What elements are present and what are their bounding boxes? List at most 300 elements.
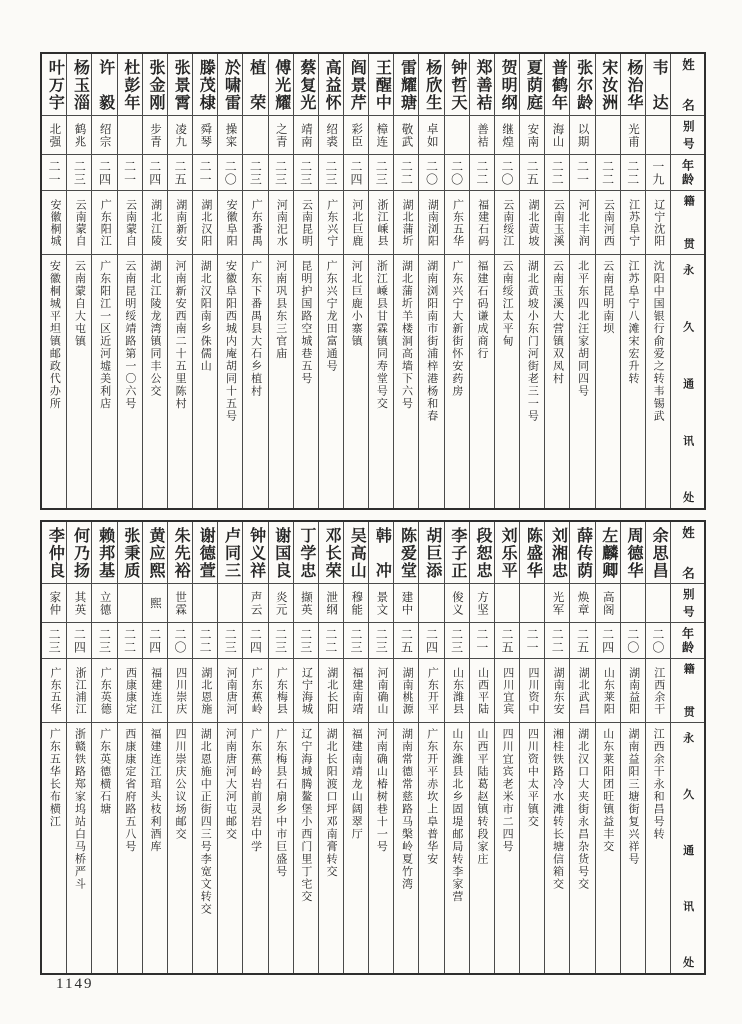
directory-entry-column xyxy=(242,54,267,508)
entry-native-place: 江西余干 xyxy=(652,666,665,715)
entry-native-place-cell xyxy=(193,659,217,723)
entry-alias-cell xyxy=(520,116,544,155)
entry-address-cell xyxy=(319,723,343,973)
directory-entry-column xyxy=(519,54,544,508)
entry-address: 浙江嵊县甘霖镇同寿堂号交 xyxy=(375,260,388,410)
entry-age: 二二 xyxy=(323,627,338,654)
entry-alias: 其英 xyxy=(73,590,86,616)
entry-native-place-cell xyxy=(419,191,443,255)
entry-native-place: 云南昆明 xyxy=(300,198,313,247)
entry-age-cell xyxy=(319,623,343,659)
entry-age: 二二 xyxy=(550,627,565,654)
entry-name-cell xyxy=(294,54,318,116)
entry-native-place-cell xyxy=(445,191,469,255)
entry-age: 二二 xyxy=(474,159,489,186)
entry-name: 於啸雷 xyxy=(222,59,240,110)
entry-address: 湖北黄坡小东门河街老三一号 xyxy=(526,260,539,423)
entry-age-cell xyxy=(143,155,167,191)
directory-entry-column xyxy=(293,54,318,508)
entry-alias: 景文 xyxy=(375,590,388,616)
entry-age: 二三 xyxy=(72,159,87,186)
entry-name-cell xyxy=(419,522,443,584)
entry-age-cell xyxy=(470,623,494,659)
entry-name: 阎景芹 xyxy=(348,59,366,110)
entry-alias: 樟连 xyxy=(375,122,388,148)
entry-address: 广东兴宁龙田富通号 xyxy=(325,260,338,373)
entry-alias-cell xyxy=(394,584,418,623)
entry-name-cell xyxy=(269,54,293,116)
entry-age-cell xyxy=(243,623,267,659)
entry-alias-cell xyxy=(596,584,620,623)
entry-name: 贺明纲 xyxy=(499,59,517,110)
entry-native-place: 河南唐河 xyxy=(225,666,238,715)
entry-address-cell xyxy=(394,255,418,508)
entry-alias: 鹤兆 xyxy=(73,122,86,148)
entry-native-place-cell xyxy=(520,659,544,723)
entry-native-place-cell xyxy=(67,191,91,255)
header-alias-label: 别号 xyxy=(681,588,694,618)
entry-age-cell xyxy=(394,623,418,659)
entry-native-place-cell xyxy=(394,659,418,723)
entry-native-place-cell xyxy=(470,191,494,255)
entry-native-place-cell xyxy=(495,191,519,255)
entry-age: 二三 xyxy=(97,627,112,654)
directory-entry-column xyxy=(620,54,645,508)
entry-age: 二三 xyxy=(273,627,288,654)
entry-address-cell xyxy=(118,255,142,508)
entry-name-cell xyxy=(646,54,670,116)
entry-address-cell xyxy=(394,723,418,973)
entry-native-place: 辽宁海城 xyxy=(300,666,313,715)
entry-age-cell xyxy=(118,623,142,659)
entry-alias: 建中 xyxy=(400,590,413,616)
entry-name-cell xyxy=(646,522,670,584)
entry-native-place-cell xyxy=(570,191,594,255)
entry-age: 二二 xyxy=(122,627,137,654)
entry-address-cell xyxy=(92,723,116,973)
entry-name: 卢同三 xyxy=(222,527,240,578)
entry-address-cell xyxy=(596,723,620,973)
entry-address: 山西平陆葛赵镇转段家庄 xyxy=(476,728,488,866)
entry-alias-cell xyxy=(621,116,645,155)
directory-entry-column xyxy=(167,522,192,973)
header-alias-label: 别号 xyxy=(681,120,694,150)
entry-alias-cell xyxy=(218,584,242,623)
page-number: 1149 xyxy=(56,976,94,992)
entry-name: 谢德萱 xyxy=(197,527,215,578)
entry-address-cell xyxy=(419,723,443,973)
entry-alias-cell xyxy=(193,116,217,155)
directory-entry-column xyxy=(595,522,620,973)
entry-alias-cell xyxy=(92,584,116,623)
entry-address: 河南唐河大河屯邮交 xyxy=(224,728,237,841)
entry-name-cell xyxy=(470,522,494,584)
entry-native-place: 湖北长阳 xyxy=(325,666,338,715)
entry-address: 山东莱阳团旺镇益丰交 xyxy=(601,728,614,853)
entry-age: 二四 xyxy=(349,159,364,186)
entry-alias: 卓如 xyxy=(425,122,438,148)
entry-native-place: 广东英德 xyxy=(99,666,112,715)
directory-entry-column xyxy=(343,522,368,973)
entry-native-place: 广东梅县 xyxy=(275,666,288,715)
entry-address: 江西余干永和昌号转 xyxy=(652,728,665,841)
entry-address-cell xyxy=(143,723,167,973)
entry-address: 广东五华长布横江 xyxy=(48,728,61,828)
entry-alias: 敬武 xyxy=(400,122,413,148)
entry-address: 湖北恩施中正街四三号李宽文转交 xyxy=(199,728,212,916)
entry-alias-cell xyxy=(319,116,343,155)
entry-alias-cell xyxy=(193,584,217,623)
entry-age: 一九 xyxy=(650,159,665,186)
entry-address-cell xyxy=(344,723,368,973)
entry-age: 二五 xyxy=(399,627,414,654)
header-age-label: 年龄 xyxy=(680,159,695,186)
entry-address-cell xyxy=(596,255,620,508)
entry-alias-cell xyxy=(470,584,494,623)
entry-native-place: 福建连江 xyxy=(149,666,162,715)
entry-name-cell xyxy=(143,54,167,116)
entry-name: 叶万宇 xyxy=(46,59,64,110)
entry-age: 二三 xyxy=(374,627,389,654)
entry-name-cell xyxy=(495,522,519,584)
entry-name-cell xyxy=(369,522,393,584)
entry-age: 二三 xyxy=(223,627,238,654)
header-address xyxy=(671,255,704,508)
entry-address: 四川宜宾老米市二四号 xyxy=(501,728,514,853)
entry-native-place-cell xyxy=(92,191,116,255)
entry-name: 薛传荫 xyxy=(574,527,592,578)
entry-name: 丁学忠 xyxy=(297,527,315,578)
entry-native-place-cell xyxy=(621,191,645,255)
entry-name: 植荣 xyxy=(247,59,265,110)
entry-native-place: 湖北蒲圻 xyxy=(401,198,414,247)
header-column xyxy=(670,522,704,973)
entry-alias-cell xyxy=(369,116,393,155)
entry-name-cell xyxy=(118,54,142,116)
entry-address: 河南新安西南二十五里陈村 xyxy=(174,260,187,410)
entry-age-cell xyxy=(294,155,318,191)
entry-address: 辽宁海城腾鳌堡小西门里丁宅交 xyxy=(299,728,312,903)
entry-name-cell xyxy=(67,54,91,116)
entry-native-place-cell xyxy=(294,659,318,723)
entry-alias: 操寀 xyxy=(224,122,237,148)
entry-address-cell xyxy=(67,723,91,973)
entry-address-cell xyxy=(92,255,116,508)
entry-address: 浙赣铁路郑家坞站白马桥严斗 xyxy=(73,728,86,891)
entry-age-cell xyxy=(419,155,443,191)
directory-entry-column xyxy=(393,522,418,973)
directory-entry-column xyxy=(167,54,192,508)
entry-address: 沈阳中国银行俞爱之转韦锡武 xyxy=(652,260,665,423)
entry-address: 福建连江琯头枝利酒库 xyxy=(148,728,161,853)
entry-native-place: 山西平陆 xyxy=(476,666,489,715)
entry-name: 钟义祥 xyxy=(247,527,265,578)
entry-native-place-cell xyxy=(596,191,620,255)
entry-name-cell xyxy=(92,54,116,116)
entry-name: 李仲良 xyxy=(46,527,64,578)
entry-name-cell xyxy=(168,522,192,584)
entry-native-place: 广东番禺 xyxy=(250,198,263,247)
entry-age: 二二 xyxy=(625,159,640,186)
entry-alias: 以期 xyxy=(576,122,589,148)
entry-native-place: 湖北汉阳 xyxy=(199,198,212,247)
entry-alias: 凌九 xyxy=(174,122,187,148)
header-native-place-label: 籍贯 xyxy=(682,663,695,718)
entry-alias-cell xyxy=(168,116,192,155)
directory-entry-column xyxy=(569,54,594,508)
entry-native-place-cell xyxy=(118,191,142,255)
entry-alias: 泄纲 xyxy=(325,590,338,616)
entry-age-cell xyxy=(495,623,519,659)
directory-entry-column xyxy=(268,54,293,508)
entry-address-cell xyxy=(193,723,217,973)
directory-entry-column xyxy=(142,522,167,973)
entry-address-cell xyxy=(218,255,242,508)
entry-alias-cell xyxy=(269,584,293,623)
entry-address: 广东阳江一区近河墟美利店 xyxy=(98,260,111,410)
entry-address-cell xyxy=(520,255,544,508)
entry-age: 二三 xyxy=(298,627,313,654)
entry-age: 二一 xyxy=(47,159,62,186)
entry-native-place-cell xyxy=(570,659,594,723)
entry-address: 昆明护国路空城巷五号 xyxy=(299,260,312,385)
entry-address: 湖北长阳渡口坪邓南膏转交 xyxy=(325,728,338,878)
directory-entry-column xyxy=(595,54,620,508)
entry-native-place-cell xyxy=(646,191,670,255)
entry-native-place-cell xyxy=(92,659,116,723)
entry-alias-cell xyxy=(218,116,242,155)
entry-age: 二三 xyxy=(374,159,389,186)
entry-alias: 继煌 xyxy=(501,122,514,148)
entry-native-place-cell xyxy=(495,659,519,723)
entry-address: 河北巨鹿小寨镇 xyxy=(350,260,363,348)
directory-entry-column xyxy=(494,522,519,973)
entry-native-place-cell xyxy=(545,659,569,723)
entry-name-cell xyxy=(319,54,343,116)
entry-native-place: 辽宁沈阳 xyxy=(652,198,665,247)
entry-name: 钟哲天 xyxy=(448,59,466,110)
entry-alias-cell xyxy=(67,584,91,623)
entry-age-cell xyxy=(394,155,418,191)
entry-address-cell xyxy=(168,255,192,508)
entry-alias-cell xyxy=(445,584,469,623)
entry-name: 胡巨添 xyxy=(423,527,441,578)
entry-native-place: 云南玉溪 xyxy=(552,198,565,247)
directory-entry-column xyxy=(393,54,418,508)
entry-alias: 立德 xyxy=(98,590,111,616)
directory-entry-column xyxy=(620,522,645,973)
entry-alias-cell xyxy=(118,584,142,623)
entry-address-cell xyxy=(118,723,142,973)
entry-address-cell xyxy=(545,255,569,508)
entry-name: 陈爱堂 xyxy=(398,527,416,578)
entry-name-cell xyxy=(294,522,318,584)
entry-alias: 俊义 xyxy=(450,590,463,616)
entry-name: 黄应熙 xyxy=(146,527,164,578)
entry-age-cell xyxy=(118,155,142,191)
entry-age: 二二 xyxy=(600,159,615,186)
entry-alias: 绍裘 xyxy=(325,122,338,148)
entry-age: 二〇 xyxy=(650,627,665,654)
entry-address: 湖南常德常慈路马槃岭夏竹湾 xyxy=(400,728,413,891)
entry-age-cell xyxy=(67,623,91,659)
entry-alias-cell xyxy=(520,584,544,623)
entry-alias: 北强 xyxy=(48,122,61,148)
entry-alias: 光军 xyxy=(551,590,564,616)
entry-alias: 安南 xyxy=(526,122,539,148)
directory-entry-column xyxy=(217,522,242,973)
entry-age: 二五 xyxy=(525,159,540,186)
directory-entry-column xyxy=(494,54,519,508)
entry-name: 高益怀 xyxy=(323,59,341,110)
directory-entry-column xyxy=(645,54,670,508)
entry-address: 广东下番禺县大石乡植村 xyxy=(249,260,262,398)
entry-age: 二一 xyxy=(525,627,540,654)
entry-age-cell xyxy=(42,155,66,191)
directory-entry-column xyxy=(117,522,142,973)
entry-native-place-cell xyxy=(419,659,443,723)
entry-alias: 海山 xyxy=(551,122,564,148)
entry-name-cell xyxy=(545,54,569,116)
entry-address-cell xyxy=(42,723,66,973)
entry-address: 福建石码谦成商行 xyxy=(476,260,488,360)
entry-age-cell xyxy=(570,155,594,191)
entry-age-cell xyxy=(294,623,318,659)
entry-address-cell xyxy=(495,255,519,508)
entry-name: 余思昌 xyxy=(650,527,668,578)
entry-native-place: 安徽阜阳 xyxy=(225,198,238,247)
entry-address: 山东潍县北乡固堤邮局转李家营 xyxy=(450,728,463,903)
entry-name: 蔡复光 xyxy=(297,59,315,110)
entry-address-cell xyxy=(344,255,368,508)
entry-name-cell xyxy=(193,54,217,116)
entry-name-cell xyxy=(520,522,544,584)
entry-name-cell xyxy=(92,522,116,584)
entry-native-place: 湖北江陵 xyxy=(149,198,162,247)
entry-name-cell xyxy=(419,54,443,116)
entry-age: 二四 xyxy=(147,627,162,654)
entry-alias-cell xyxy=(92,116,116,155)
entry-name: 左麟卿 xyxy=(599,527,617,578)
entry-age-cell xyxy=(269,623,293,659)
entry-age: 二一 xyxy=(198,159,213,186)
entry-native-place-cell xyxy=(545,191,569,255)
entry-native-place-cell xyxy=(42,191,66,255)
entry-name: 韦达 xyxy=(650,59,668,110)
entry-address: 西康康定省府路五八号 xyxy=(123,728,136,853)
entry-address: 湖南益阳三塘街复兴祥号 xyxy=(626,728,639,866)
directory-entry-column xyxy=(645,522,670,973)
entry-native-place: 浙江浦江 xyxy=(74,666,87,715)
entry-name-cell xyxy=(621,54,645,116)
entry-native-place: 广东兴宁 xyxy=(325,198,338,247)
entry-name-cell xyxy=(218,522,242,584)
entry-name-cell xyxy=(545,522,569,584)
directory-entry-column xyxy=(519,522,544,973)
entry-address: 福建南靖龙山阔翠厅 xyxy=(350,728,363,841)
entry-name: 吴高山 xyxy=(348,527,366,578)
entry-age: 二四 xyxy=(72,627,87,654)
entry-age-cell xyxy=(596,623,620,659)
entry-name: 许毅 xyxy=(96,59,114,110)
entry-age: 二四 xyxy=(248,627,263,654)
entry-name: 张尔龄 xyxy=(574,59,592,110)
entry-age: 二五 xyxy=(499,627,514,654)
entry-address-cell xyxy=(269,723,293,973)
entry-age-cell xyxy=(520,155,544,191)
entry-alias: 方坚 xyxy=(476,590,489,616)
entry-alias: 步青 xyxy=(148,122,161,148)
entry-alias-cell xyxy=(67,116,91,155)
entry-name-cell xyxy=(520,54,544,116)
entry-alias: 之青 xyxy=(274,122,287,148)
entry-native-place-cell xyxy=(118,659,142,723)
entry-name-cell xyxy=(394,522,418,584)
entry-alias-cell xyxy=(294,116,318,155)
directory-entry-column xyxy=(293,522,318,973)
entry-age: 二五 xyxy=(575,627,590,654)
entry-address: 四川崇庆公议场邮交 xyxy=(174,728,187,841)
entry-age-cell xyxy=(545,623,569,659)
header-address-label: 永久通讯处 xyxy=(681,732,694,969)
entry-address-cell xyxy=(621,255,645,508)
entry-address: 云南玉溪大营镇双凤村 xyxy=(551,260,564,385)
entry-age: 二一 xyxy=(122,159,137,186)
entry-age: 二〇 xyxy=(449,159,464,186)
entry-native-place: 云南蒙自 xyxy=(124,198,137,247)
entry-address-cell xyxy=(42,255,66,508)
entry-age-cell xyxy=(218,155,242,191)
entry-address: 湖北蒲圻羊楼洞高墙下六号 xyxy=(400,260,413,410)
entry-address-cell xyxy=(545,723,569,973)
header-address xyxy=(671,723,704,973)
entry-address-cell xyxy=(570,255,594,508)
entry-age: 二〇 xyxy=(625,627,640,654)
entry-name: 陈盛华 xyxy=(524,527,542,578)
entry-native-place-cell xyxy=(520,191,544,255)
entry-native-place-cell xyxy=(168,191,192,255)
entry-name: 李子正 xyxy=(448,527,466,578)
entry-native-place: 山东潍县 xyxy=(451,666,464,715)
directory-entry-column xyxy=(268,522,293,973)
entry-name-cell xyxy=(243,522,267,584)
header-name xyxy=(671,54,704,116)
entry-native-place-cell xyxy=(269,659,293,723)
entry-native-place: 湖北恩施 xyxy=(199,666,212,715)
entry-alias-cell xyxy=(419,584,443,623)
entry-alias-cell xyxy=(344,116,368,155)
entry-address-cell xyxy=(243,255,267,508)
entry-native-place-cell xyxy=(269,191,293,255)
entry-native-place: 湖南新安 xyxy=(174,198,187,247)
entry-age: 二三 xyxy=(273,159,288,186)
entry-name-cell xyxy=(570,54,594,116)
entry-address-cell xyxy=(445,255,469,508)
entry-name: 刘乐平 xyxy=(499,527,517,578)
entry-native-place: 云南绥江 xyxy=(501,198,514,247)
entry-alias-cell xyxy=(168,584,192,623)
entry-native-place: 广东五华 xyxy=(451,198,464,247)
entry-address: 安徽桐城平坦镇邮政代办所 xyxy=(48,260,61,410)
entry-native-place-cell xyxy=(394,191,418,255)
directory-entry-column xyxy=(418,522,443,973)
entry-address: 广东开平赤坎上阜普华安 xyxy=(425,728,438,866)
entry-age-cell xyxy=(92,623,116,659)
entry-native-place-cell xyxy=(294,191,318,255)
entry-alias: 绍宗 xyxy=(98,122,111,148)
entry-age: 二五 xyxy=(172,159,187,186)
entry-address: 北平东四北汪家胡同四号 xyxy=(576,260,589,398)
